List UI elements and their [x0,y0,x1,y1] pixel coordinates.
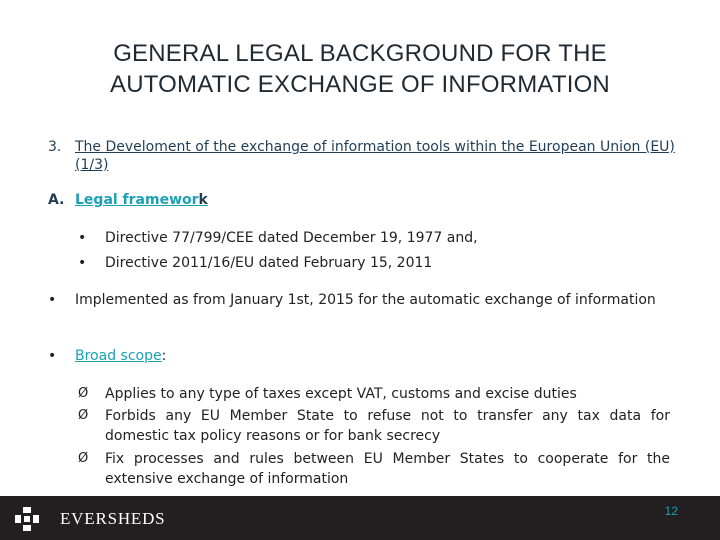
slide-title [0,38,720,100]
directive-text-1: Directive 77/799/CEE dated December 19, 1977 and, [105,230,478,246]
footer-bar [0,496,720,540]
bullet-icon: • [48,348,57,364]
bullet-icon: • [48,292,57,308]
broad-scope-link[interactable]: Broad scope [75,348,162,364]
arrow-bullet-icon: Ø [78,451,89,466]
scope-text-1: Applies to any type of taxes except VAT, customs and excise duties [105,386,577,402]
legal-framework-label: Legal framewor [75,192,199,208]
arrow-bullet-icon: Ø [78,386,89,401]
eversheds-logo [12,504,166,534]
legal-framework-link[interactable] [75,191,208,209]
page-number: 12 [664,504,678,518]
title-line-1: GENERAL LEGAL BACKGROUND FOR THE [113,40,607,67]
section-3-text: The Develoment of the exchange of information tools within the European Union (EU) (1/3) [75,139,675,173]
implemented-text: Implemented as from January 1st, 2015 for the automatic exchange of information [75,292,656,308]
directive-text-2: Directive 2011/16/EU dated February 15, 2011 [105,255,433,271]
scope-text-2: Forbids any EU Member State to refuse not to transfer any tax data for domestic tax policy reasons or for bank secrecy [105,408,670,444]
section-letter: A. [48,192,65,208]
bullet-icon: • [78,230,87,246]
broad-scope-colon: : [161,348,167,364]
title-line-2: AUTOMATIC EXCHANGE OF INFORMATION [110,71,610,98]
scope-item-3 [78,449,670,489]
scope-item-2 [78,406,670,446]
logo-text: EVERSHEDS [60,509,166,528]
arrow-bullet-icon: Ø [78,408,89,423]
scope-text-3: Fix processes and rules between EU Member States to cooperate for the extensive exchange of information [105,451,670,487]
legal-framework-label-tail: k [198,192,208,208]
implemented-item [48,290,670,310]
bullet-icon: • [78,255,87,271]
section-number: 3. [48,139,62,155]
eversheds-mark-icon [12,504,44,534]
scope-item-1 [78,384,670,404]
